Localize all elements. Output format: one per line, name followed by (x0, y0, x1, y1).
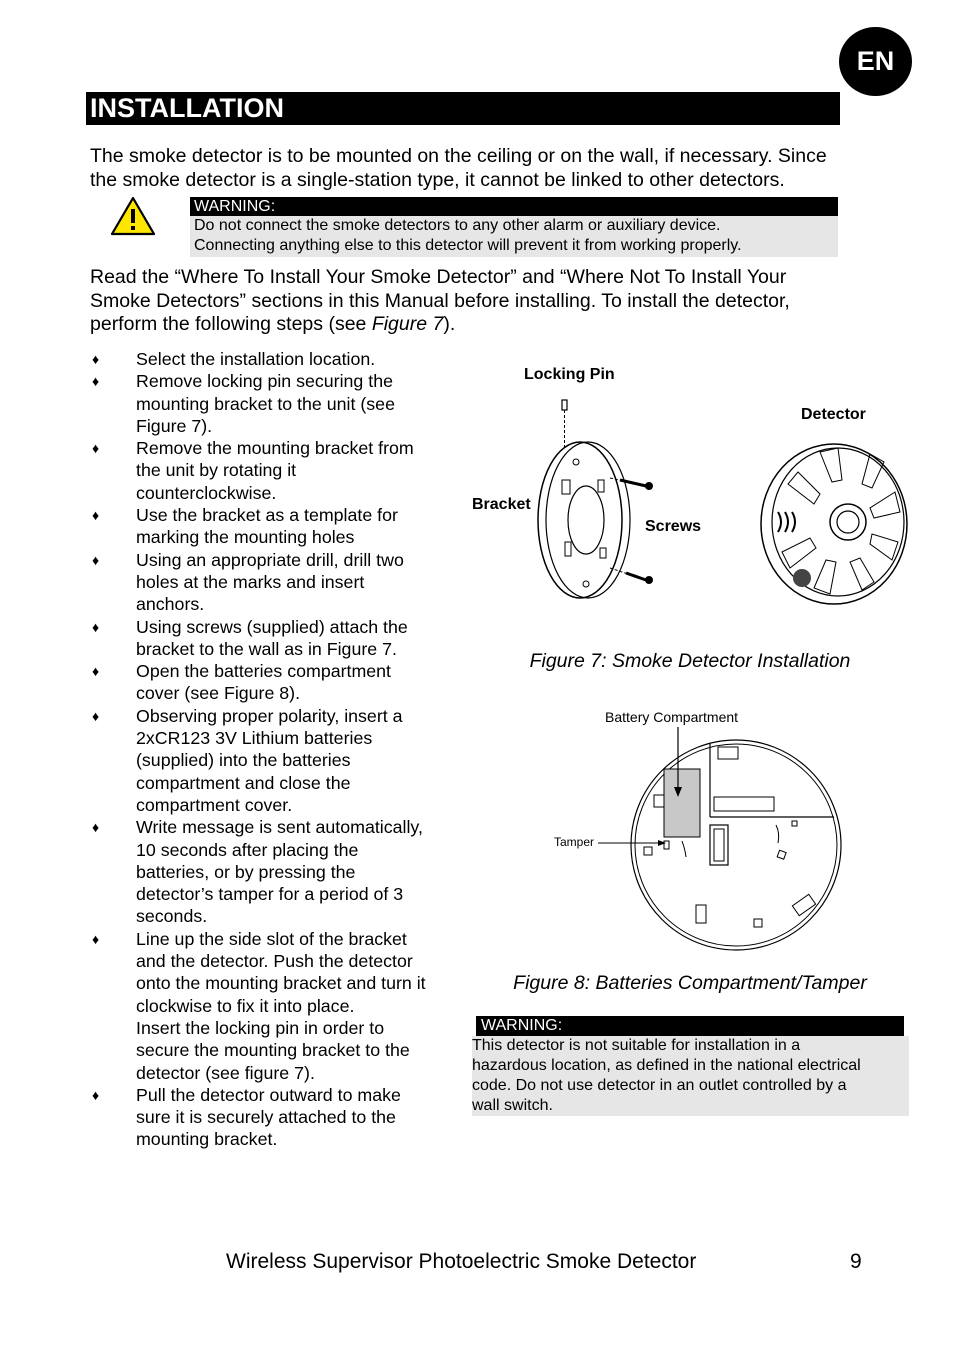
step-text-line: counterclockwise. (136, 482, 277, 503)
step-text-line: compartment and close the (136, 772, 351, 793)
step-text-line: Using screws (supplied) attach the (136, 616, 408, 637)
step-text-line: and the detector. Push the detector (136, 951, 413, 972)
section-title: INSTALLATION (86, 92, 840, 125)
step-text-line: clockwise to fix it into place. (136, 995, 355, 1016)
step-item (86, 437, 461, 504)
step-text-line: Remove locking pin securing the (136, 371, 393, 392)
warning-triangle-icon (110, 196, 156, 236)
step-item (86, 370, 461, 437)
bullet-icon: ♦ (92, 351, 100, 367)
step-item (86, 616, 461, 661)
step-text-line: Line up the side slot of the bracket (136, 928, 407, 949)
step-text-line: detector (see figure 7). (136, 1062, 315, 1083)
installation-steps-list (86, 348, 461, 1151)
warning-line: Connecting anything else to this detector will prevent it from working properly. (194, 237, 742, 254)
warning-header: WARNING: (476, 1016, 904, 1036)
step-text-line: secure the mounting bracket to the (136, 1040, 410, 1061)
bullet-icon: ♦ (92, 507, 100, 524)
step-text-line: Open the batteries compartment (136, 661, 391, 682)
warning-line: This detector is not suitable for installation in a (472, 1037, 801, 1054)
warning-body (472, 1036, 909, 1116)
step-item (86, 816, 461, 927)
step-text-line: mounting bracket to the unit (see (136, 393, 395, 414)
step-text-line: Figure 7). (136, 415, 213, 436)
bullet-icon: ♦ (92, 551, 100, 568)
figure-7-caption: Figure 7: Smoke Detector Installation (529, 650, 851, 672)
step-text-line: sure it is securely attached to the (136, 1107, 396, 1128)
step-text-line: anchors. (136, 594, 205, 615)
step-text-line: Use the bracket as a template for (136, 505, 398, 526)
bracket-drawing (538, 442, 630, 598)
detector-label: Detector (801, 406, 866, 423)
battery-compartment-label: Battery Compartment (605, 709, 739, 725)
step-text-line: Remove the mounting bracket from (136, 438, 414, 459)
figure-8 (540, 705, 860, 955)
warning-line: code. Do not use detector in an outlet controlled by a (472, 1077, 847, 1094)
step-text-line: mounting bracket. (136, 1129, 278, 1150)
step-item (86, 705, 461, 816)
step-text-line: compartment cover. (136, 794, 293, 815)
bullet-icon: ♦ (92, 707, 100, 724)
warning-line: wall switch. (472, 1097, 553, 1114)
step-text-line: Write message is sent automatically, (136, 817, 423, 838)
warning-line: hazardous location, as defined in the national electrical (472, 1057, 861, 1074)
step-item (86, 660, 461, 705)
detector-drawing (761, 444, 907, 604)
step-text-line: cover (see Figure 8). (136, 683, 301, 704)
step-text-line: Observing proper polarity, insert a (136, 705, 403, 726)
step-text-line: the unit by rotating it (136, 460, 297, 481)
bullet-icon: ♦ (92, 373, 100, 390)
tamper-label: Tamper (554, 835, 595, 849)
warning-header: WARNING: (190, 197, 838, 216)
paragraph-text: perform the following steps (see (90, 313, 372, 335)
intro-paragraph (90, 144, 890, 192)
instructions-paragraph (90, 266, 890, 337)
bracket-label: Bracket (472, 496, 531, 513)
step-text-line: Select the installation location. (136, 349, 376, 369)
step-text-line: Insert the locking pin in order to (136, 1017, 385, 1038)
figure-8-caption: Figure 8: Batteries Compartment/Tamper (513, 972, 867, 994)
warning-body (190, 216, 838, 257)
locking-pin-drawing (562, 400, 567, 450)
step-text-line: 2xCR123 3V Lithium batteries (136, 728, 373, 749)
step-text-line: holes at the marks and insert (136, 571, 365, 592)
intro-line: the smoke detector is a single-station type, it cannot be linked to other detectors. (90, 169, 785, 191)
warning-line: Do not connect the smoke detectors to any other alarm or auxiliary device. (194, 217, 721, 234)
footer-title: Wireless Supervisor Photoelectric Smoke Detector (226, 1250, 697, 1273)
bullet-icon: ♦ (92, 1086, 100, 1103)
step-text-line: detector’s tamper for a period of 3 (136, 884, 404, 905)
step-item (86, 504, 461, 549)
figure-reference: Figure 7 (371, 313, 444, 335)
step-item (86, 928, 461, 1084)
step-text-line: bracket to the wall as in Figure 7. (136, 638, 397, 659)
figure-7 (470, 362, 920, 622)
bullet-icon: ♦ (92, 819, 100, 836)
intro-line: The smoke detector is to be mounted on the ceiling or on the wall, if necessary. Since (90, 145, 827, 167)
paragraph-line (90, 313, 890, 337)
bullet-icon: ♦ (92, 663, 100, 680)
step-text-line: marking the mounting holes (136, 527, 355, 548)
bullet-icon: ♦ (92, 618, 100, 635)
bullet-icon: ♦ (92, 930, 100, 947)
paragraph-line: Smoke Detectors” sections in this Manual before installing. To install the detector, (90, 289, 790, 312)
battery-compartment-diagram (540, 705, 860, 955)
screws-label: Screws (645, 518, 702, 535)
paragraph-line: Read the “Where To Install Your Smoke Detector” and “Where Not To Install Your (90, 266, 787, 288)
step-text-line: 10 seconds after placing the (136, 839, 359, 860)
step-text-line: onto the mounting bracket and turn it (136, 973, 426, 994)
bullet-icon: ♦ (92, 440, 100, 457)
page-number: 9 (850, 1250, 862, 1273)
step-item (86, 549, 461, 616)
locking-pin-label: Locking Pin (524, 366, 615, 383)
step-text-line: (supplied) into the batteries (136, 750, 351, 771)
language-badge: EN (839, 27, 912, 96)
step-item (86, 1084, 461, 1151)
step-text-line: seconds. (136, 906, 208, 927)
step-text-line: Pull the detector outward to make (136, 1084, 401, 1105)
smoke-detector-installation-diagram (470, 362, 920, 622)
step-text-line: Using an appropriate drill, drill two (136, 549, 404, 570)
paragraph-text: ). (443, 313, 456, 335)
step-text-line: batteries, or by pressing the (136, 861, 356, 882)
step-item (86, 348, 461, 370)
